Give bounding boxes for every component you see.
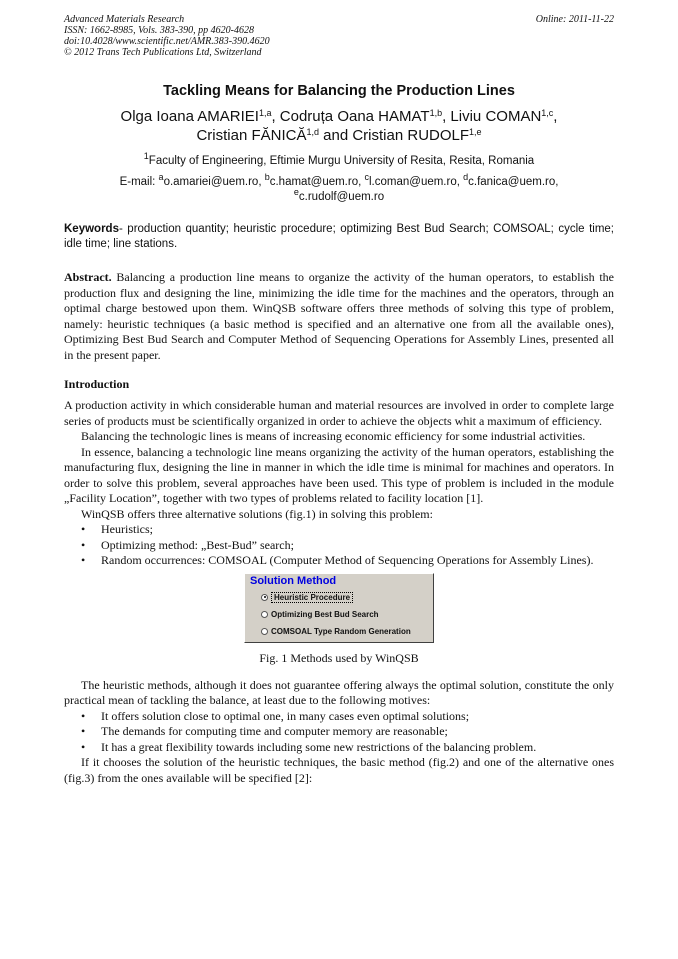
option-comsoal[interactable] bbox=[261, 627, 411, 636]
bullet-icon: • bbox=[81, 724, 86, 738]
author-affiliation-mark: 1,e bbox=[469, 127, 482, 137]
figure-1 bbox=[64, 573, 614, 643]
solution-method-title: Solution Method bbox=[250, 574, 337, 587]
option-best-bud[interactable] bbox=[261, 610, 379, 619]
email-mark: d bbox=[463, 172, 469, 182]
bullet-icon: • bbox=[81, 537, 86, 552]
paragraph: In essence, balancing a technologic line means organizing the activity of the human operators, establishing the manufacturing flux, designing the line in manner in which the idle time is minimal for machines and operators. In order to solve this problem, several approaches have been used. This type of problem is included in the module „Facility Location”, together with two types of problems related to facility location [1]. bbox=[64, 444, 614, 505]
list-item bbox=[64, 538, 614, 554]
radio-icon[interactable] bbox=[261, 611, 268, 618]
paragraph: The heuristic methods, although it does not guarantee offering always the optimal solution, constitute the only practical mean of tackling the balance, at least due to the following motives: bbox=[64, 677, 614, 707]
email-label: E-mail: bbox=[119, 176, 159, 188]
radio-icon[interactable] bbox=[261, 628, 268, 635]
keywords-text: - production quantity; heuristic procedure; optimizing Best Bud Search; COMSOAL; cycle time; idle time; line stations. bbox=[64, 223, 614, 250]
introduction-body bbox=[64, 398, 614, 786]
solution-method-panel bbox=[244, 573, 434, 643]
bullet-list bbox=[64, 522, 614, 569]
author-affiliation-mark: 1,b bbox=[429, 108, 443, 118]
abstract bbox=[64, 270, 614, 363]
email-link[interactable]: c.rudolf@uem.ro bbox=[298, 191, 385, 203]
option-label: Optimizing Best Bud Search bbox=[271, 609, 379, 619]
author-affiliation-mark: 1,c bbox=[541, 108, 554, 118]
author-name: , Codruța Oana HAMAT bbox=[271, 108, 430, 125]
affiliation-text: Faculty of Engineering, Eftimie Murgu University of Resita, Resita, Romania bbox=[148, 155, 535, 167]
author-name: , Liviu COMAN bbox=[442, 108, 542, 125]
affiliation bbox=[64, 151, 614, 167]
figure-caption: Fig. 1 Methods used by WinQSB bbox=[259, 650, 419, 665]
keywords-label: Keywords bbox=[64, 223, 119, 235]
bullet-icon: • bbox=[81, 708, 86, 723]
list-item bbox=[64, 522, 614, 538]
list-item bbox=[64, 709, 614, 725]
author-affiliation-mark: 1,a bbox=[258, 108, 272, 118]
list-item-text: It offers solution close to optimal one, in many cases even optimal solutions; bbox=[101, 708, 470, 723]
author-list bbox=[64, 107, 614, 145]
email-mark: e bbox=[293, 187, 299, 197]
affiliation-mark: 1 bbox=[143, 151, 149, 161]
list-item-text: Heuristics; bbox=[101, 522, 153, 536]
paragraph: WinQSB offers three alternative solutions (fig.1) in solving this problem: bbox=[81, 506, 433, 521]
option-heuristic[interactable] bbox=[261, 592, 353, 603]
journal-issn: ISSN: 1662-8985, Vols. 383-390, pp 4620-4628 bbox=[64, 25, 254, 36]
email-mark: c bbox=[364, 172, 369, 182]
bullet-icon: • bbox=[81, 739, 86, 754]
abstract-text: Balancing a production line means to organize the activity of the human operators, to establish the production flux and designing the line, minimizing the idle time for the machines and the operators, through an optimal charge bestowed upon them. WinQSB software offers three methods of solving this type of problem, namely: heuristic techniques (a basic method is specified and an alternative one from all the available ones), Optimizing Best Bud Search and Computer Method of Sequencing Operations for Assembly Lines, presented all in the present paper. bbox=[64, 270, 614, 362]
list-item bbox=[64, 724, 614, 740]
keywords bbox=[64, 222, 614, 252]
online-date: Online: 2011-11-22 bbox=[535, 14, 614, 25]
paper-title: Tackling Means for Balancing the Production Lines bbox=[163, 83, 515, 99]
email-link[interactable]: l.coman@uem.ro, bbox=[369, 176, 464, 188]
author-affiliation-mark: 1,d bbox=[306, 127, 319, 137]
email-link[interactable]: c.hamat@uem.ro, bbox=[269, 176, 365, 188]
bullet-icon: • bbox=[81, 553, 86, 567]
section-heading: Introduction bbox=[64, 377, 130, 391]
email-mark: a bbox=[158, 172, 164, 182]
paragraph: Balancing the technologic lines is means of increasing economic efficiency for some industrial activities. bbox=[81, 429, 586, 443]
abstract-label: Abstract. bbox=[64, 270, 112, 284]
list-item-text: Optimizing method: „Best-Bud” search; bbox=[101, 537, 294, 552]
author-name: Cristian FĂNICĂ bbox=[196, 127, 307, 144]
journal-doi: doi:10.4028/www.scientific.net/AMR.383-390.4620 bbox=[64, 36, 270, 47]
author-separator: , bbox=[553, 108, 558, 125]
list-item-text: The demands for computing time and computer memory are reasonable; bbox=[101, 724, 448, 738]
list-item-text: It has a great flexibility towards including some new restrictions of the balancing problem. bbox=[101, 739, 537, 754]
option-label: COMSOAL Type Random Generation bbox=[271, 626, 411, 636]
option-label: Heuristic Procedure bbox=[271, 592, 353, 603]
bullet-list bbox=[64, 709, 614, 756]
author-name: and Cristian RUDOLF bbox=[318, 127, 470, 144]
paragraph: If it chooses the solution of the heuristic techniques, the basic method (fig.2) and one of the alternative ones (fig.3) from the ones available will be specified [2]: bbox=[64, 755, 614, 785]
email-link[interactable]: c.fanica@uem.ro, bbox=[468, 176, 559, 188]
email-link[interactable]: o.amariei@uem.ro, bbox=[163, 176, 265, 188]
journal-copyright: © 2012 Trans Tech Publications Ltd, Switzerland bbox=[64, 47, 262, 58]
list-item bbox=[64, 553, 614, 569]
author-name: Olga Ioana AMARIEI bbox=[120, 108, 259, 125]
list-item bbox=[64, 740, 614, 756]
bullet-icon: • bbox=[81, 522, 86, 536]
email-line bbox=[64, 172, 614, 205]
radio-selected-icon[interactable] bbox=[261, 594, 268, 601]
list-item-text: Random occurrences: COMSOAL (Computer Method of Sequencing Operations for Assembly Lines). bbox=[101, 553, 594, 567]
email-mark: b bbox=[264, 172, 270, 182]
paragraph: A production activity in which considerable human and material resources are involved in order to complete large series of products must be scientifically organized in order to achieve the objects whit a maximum of efficiency. bbox=[64, 398, 614, 428]
journal-name: Advanced Materials Research bbox=[64, 14, 185, 25]
journal-header bbox=[64, 14, 614, 64]
